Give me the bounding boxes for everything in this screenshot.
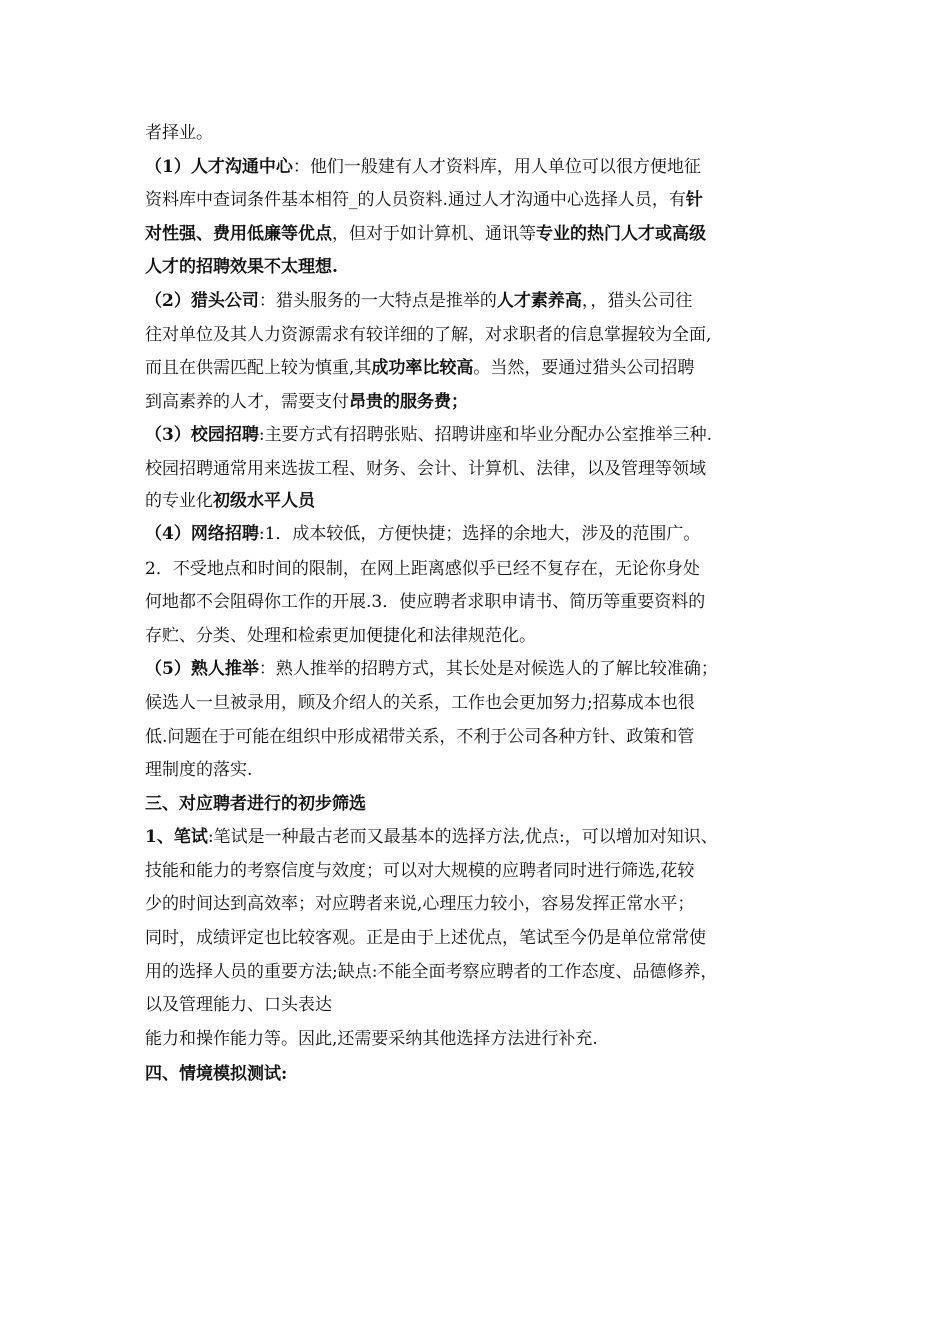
text-run: ，，猎头公司往 [581, 290, 693, 311]
bold-run: （5）熟人推举 [145, 659, 259, 680]
text-line [145, 487, 825, 516]
text-line [145, 821, 825, 855]
text-line [145, 516, 825, 553]
text-line [145, 553, 825, 587]
text-line [145, 721, 825, 755]
text-run: 者择业。 [145, 123, 213, 143]
text-line [145, 888, 825, 922]
text-line [145, 352, 825, 386]
bold-run: （1）人才沟通中心 [145, 156, 293, 177]
text-line [145, 218, 825, 252]
bold-run: 人才的招聘效果不太理想. [145, 257, 338, 278]
text-run: ，但对于如计算机、通讯等 [332, 223, 536, 244]
text-line [145, 386, 825, 420]
bold-run: 初级水平人员 [213, 490, 315, 511]
text-run: ：猎头服务的一大特点是推举的 [258, 290, 497, 311]
text-run: ：他们一般建有人才资料库，用人单位可以很方便地征 [292, 156, 701, 177]
bold-run: 成功率比较高 [371, 358, 474, 379]
text-run: :1．成本较低，方便快捷；选择的余地大，涉及的范围广。 [258, 523, 701, 544]
text-line [145, 1023, 825, 1057]
text-run: 理制度的落实. [145, 760, 253, 781]
bold-run: 针 [685, 190, 703, 211]
text-run: 低.问题在于可能在组织中形成裙带关系，不利于公司各种方针、政策和管 [145, 726, 695, 747]
section-heading-3 [145, 788, 825, 822]
text-run: 往对单位及其人力资源需求有较详细的了解，对求职者的信息掌握较为全面, [145, 324, 712, 345]
text-line [145, 687, 825, 721]
bold-run: 人才素养高 [496, 290, 582, 311]
bold-run: （3）校园招聘 [145, 425, 259, 446]
text-run: 技能和能力的考察信度与效度；可以对大规模的应聘者同时进行筛选,花较 [145, 860, 695, 881]
bold-run: （4）网络招聘 [145, 523, 259, 544]
text-line [145, 184, 825, 218]
text-line [145, 117, 825, 151]
text-run: 而且在供需匹配上较为慎重,其 [145, 358, 372, 379]
text-run: ：熟人推举的招聘方式，其长处是对候选人的了解比较准确； [258, 659, 718, 680]
paragraph-campus [145, 419, 825, 515]
bold-run: 昂贵的服务费； [349, 391, 468, 412]
text-line [145, 788, 825, 822]
text-line [145, 319, 825, 353]
text-line [145, 251, 825, 285]
paragraph-talent-center [145, 151, 825, 285]
bold-run: 四、情境模拟测试: [145, 1064, 288, 1085]
text-run: :主要方式有招聘张贴、招聘讲座和毕业分配办公室推举三种. [258, 425, 712, 446]
text-run: 。当然，要通过猎头公司招聘 [473, 358, 695, 379]
document-page [145, 117, 825, 1093]
paragraph-written-test [145, 821, 825, 1056]
text-line [145, 989, 825, 1023]
text-run: 同时，成绩评定也比较客观。正是由于上述优点，笔试至今仍是单位常常使 [145, 928, 706, 949]
text-line [145, 453, 825, 487]
section-heading-4 [145, 1056, 825, 1093]
paragraph-referral [145, 653, 825, 787]
text-line [145, 620, 825, 654]
bold-run: 对性强、费用低廉等优点 [145, 223, 332, 244]
text-line [145, 653, 825, 687]
text-run: 的专业化 [145, 490, 213, 511]
text-run: 何地都不会阻碍你工作的开展.3．使应聘者求职申请书、简历等重要资料的 [145, 592, 706, 613]
text-line [145, 1056, 825, 1093]
text-run: 存贮、分类、处理和检索更加便捷化和法律规范化。 [145, 625, 536, 646]
text-line [145, 151, 825, 185]
text-run: 用的选择人员的重要方法;缺点:不能全面考察应聘者的工作态度、品德修养， [145, 961, 718, 982]
text-run: 校园招聘通常用来选拔工程、财务、会计、计算机、法律，以及管理等领域 [145, 458, 706, 479]
text-line [145, 956, 825, 990]
text-run: 资料库中查词条件基本相符_的人员资料.通过人才沟通中心选择人员，有 [145, 190, 686, 211]
bold-run: （2）猎头公司 [145, 290, 259, 311]
bold-run: 专业的热门人才或高级 [536, 223, 706, 244]
text-run: 以及管理能力、口头表达 [145, 995, 332, 1016]
text-run: 能力和操作能力等。因此,还需要采纳其他选择方法进行补充. [145, 1028, 598, 1049]
text-line [145, 285, 825, 319]
text-run: :笔试是一种最古老而又最基本的选择方法,优点:，可以增加对知识、 [207, 827, 718, 848]
text-line [145, 922, 825, 956]
paragraph-online [145, 516, 825, 654]
text-run: 少的时间达到高效率；对应聘者来说,心理压力较小，容易发挥正常水平； [145, 894, 695, 915]
paragraph [145, 117, 825, 151]
text-line [145, 586, 825, 620]
paragraph-headhunter [145, 285, 825, 419]
bold-run: 三、对应聘者进行的初步筛选 [145, 793, 366, 814]
text-line [145, 419, 825, 453]
bold-run: 1、笔试 [145, 827, 208, 848]
text-run: 候选人一旦被录用，顾及介绍人的关系，工作也会更加努力;招募成本也很 [145, 692, 695, 713]
text-line [145, 855, 825, 889]
text-run: 到高素养的人才，需要支付 [145, 391, 349, 412]
text-run: 2．不受地点和时间的限制，在网上距离感似乎已经不复存在，无论你身处 [145, 558, 700, 579]
text-line [145, 754, 825, 788]
